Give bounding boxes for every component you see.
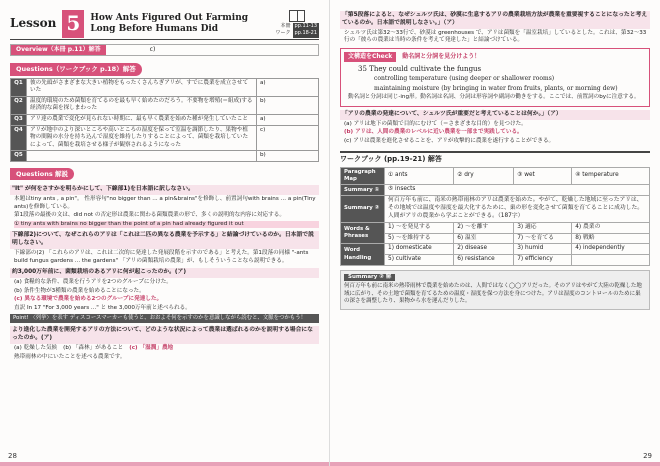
sentence-text: They could cultivate the fungus xyxy=(369,64,482,73)
overview-label: Overview（本冊 p.11）解答 xyxy=(11,45,106,55)
question-number: Q5 xyxy=(11,151,27,162)
summary-label: Summary ② 解 xyxy=(344,274,395,281)
answer-cell: 4) 農業の xyxy=(572,222,650,233)
q1-sentence: ① tiny ants with brains no bigger than the point of a pin had already figured it out xyxy=(14,221,319,229)
answer-cell: 3) 適応 xyxy=(514,222,572,233)
answer-cell: ③ wet xyxy=(514,167,572,185)
section-summary-2: Summary ② xyxy=(341,196,385,222)
section-paragraph-map: Paragraph Map xyxy=(341,167,385,185)
bottom-bar xyxy=(0,462,329,466)
summary-explanation xyxy=(340,270,650,310)
section-word-handling: Word Handling xyxy=(341,244,385,266)
q3-body: 直訳 In 17 "For 3,000 years ..." と the 3,000万年前と述べられる。 xyxy=(14,304,191,311)
q4-choice-a: (a) 乾燥した気候 xyxy=(14,345,58,352)
workbook-answer-label: ワークブック (pp.19-21) 解答 xyxy=(340,151,650,164)
answer-cell: ⑤ insects xyxy=(385,185,650,196)
diagram-line-1: controlling temperature (using deeper or shallower rooms) xyxy=(374,75,555,83)
answer-cell xyxy=(572,255,650,266)
table-row xyxy=(341,196,650,222)
grammar-check-box xyxy=(340,48,650,107)
table-row xyxy=(11,114,319,125)
table-row xyxy=(341,244,650,255)
grammar-tag: 文構造をCheck xyxy=(344,52,396,62)
answer-cell: ② dry xyxy=(454,167,514,185)
questions-answer-label: Questions（ワークブック p.18）解答 xyxy=(10,63,142,76)
q5-body: シュルツ氏は第32〜33行で、砂漠は greenhouses で、アリは菌類を「温室栽培」しているとした。これは、第32〜33行の「彼らの農業は当時の条件を考えて発達した」と結論づけている。 xyxy=(344,29,647,44)
q3-choice-a: (a) 食糧的な条件、農業を行うアリを2つのグループに分けた。 xyxy=(14,278,172,285)
table-row xyxy=(341,233,650,244)
q4-choices xyxy=(14,345,319,353)
table-row xyxy=(341,167,650,185)
question-answer: b) xyxy=(257,151,319,162)
sentence-diagram xyxy=(374,74,646,93)
overview-answer xyxy=(10,44,319,56)
section-words-phrases: Words & Phrases xyxy=(341,222,385,244)
table-row xyxy=(341,222,650,233)
summary-text: 何百万年も前に南米の熱帯雨林で農業を始めたのは、人間ではなく◯◯アリだった。そのアリはやがて大陸の乾燥した地域に広がり、その土地で菌類を育てるための温度・湿度を保つ方法を身につけた。アリは湿度のコントロールのために巣の深さを調整したり、果物から水を運んだりした。 xyxy=(344,283,642,305)
question-text: 彼の先頭がさまざまな大きい植物をもったくさんちぎアリが、すでに農業を成立させていた xyxy=(27,78,257,96)
answer-cell: 何百万年も前に、南米の熱帯雨林のアリは農業を始めた。やがて、乾燥した地域に至ったアリは、その地域では温度や湿度を最大化するために、巣の形を変化させて菌類を育てることに成功した。人間がアリの農業から学ぶことができる。（187字） xyxy=(385,196,650,222)
title-line-2: Long Before Humans Did xyxy=(90,23,219,34)
sentence-number: 35 xyxy=(358,64,367,73)
q2-heading: 下線部2)について、なぜこれらのアリは「これは二匹の異なる農業を予示する」と結論づけているのか。日本語で説明しなさい。 xyxy=(10,231,319,249)
answer-cell: 1) domesticate xyxy=(385,244,454,255)
table-row xyxy=(341,255,650,266)
answer-cell: 2) 〜を離す xyxy=(454,222,514,233)
page-number-right: 29 xyxy=(643,451,652,460)
question-number: Q2 xyxy=(11,96,27,114)
page-reference xyxy=(276,10,319,38)
section-summary-1: Summary ① xyxy=(341,185,385,196)
book-icon xyxy=(289,10,305,22)
ref-pages-workbook: pp.18-21 xyxy=(294,30,317,36)
lesson-number: 5 xyxy=(62,10,84,38)
answer-cell: 2) disease xyxy=(454,244,514,255)
answer-cell: 4) independently xyxy=(572,244,650,255)
q6-choice-b: (b) アリは、人間の農業のレベルに近い農業を一部まで実践している。 xyxy=(344,129,523,136)
answer-cell: 8) 戦略 xyxy=(572,233,650,244)
answer-cell: 1) 〜を発見する xyxy=(385,222,454,233)
answer-cell: 6) resistance xyxy=(454,255,514,266)
lesson-title xyxy=(90,13,269,35)
question-text xyxy=(27,151,257,162)
question-text: アリが地中のより深いところや高いところの湿度を保って室温を調節したり、果物や植物の間隔の水分を持ち込んで湿度を維持したりすることによって、菌類を栽培していたによって、菌類を栽培させる様子が観察されるようになった xyxy=(27,125,257,151)
q3-choice-b: (b) 条件生物が3種類の農業を始めることになった。 xyxy=(14,287,145,294)
q5-heading: 「第5段落によると、なぜシュルツ氏は、砂漠に生息するアリの農業栽培方法が農業を重要視することになったと考えているのか。日本語で説明しなさい。」（ア） xyxy=(340,11,650,29)
questions-answer-table xyxy=(10,78,319,162)
question-text: 温度的環境のため菌類を育てるのを最も早く始めたのだろう。不要物を増殖(＝組成)する経済的な菌を探しまわった xyxy=(27,96,257,114)
answer-cell: 7) 〜を育てる xyxy=(514,233,572,244)
answer-cell: 7) efficiency xyxy=(514,255,572,266)
q2-body: 下線部の(2) 「これらのアリは、これは二次的に発達した発展段階を示すのである」と考えた。第1段落の同様 "-ants build fungus gardens ... the gardens" 「アリの菌類栽培の農業」が、もしそういうことなら説明できる。 xyxy=(14,250,309,264)
q4-choice-b: (b) 「森林」があること xyxy=(63,345,124,352)
ref-label-workbook: ワーク xyxy=(275,30,291,36)
example-sentence xyxy=(358,65,646,74)
q3-choice-c: (c) 異なる環境で農業を始める2つのグループに発達した。 xyxy=(14,296,163,303)
diagram-line-2: maintaining moisture (by bringing in water from fruits, plants, or morning dew) xyxy=(374,84,618,92)
q1-body-1: 本題はtiny ants , a pin"。 性形容句"no bigger than ... a pin&brains"を修飾し、前置詞句with brains … a pin(Tiny ants)を修飾している。 xyxy=(14,196,316,210)
table-row xyxy=(11,151,319,162)
answer-cell: 3) humid xyxy=(514,244,572,255)
title-line-1: How Ants Figured Out Farming xyxy=(90,12,249,23)
answer-cell: 5) 〜を維持する xyxy=(385,233,454,244)
overview-value: c) xyxy=(149,45,156,53)
workbook-answer-table xyxy=(340,167,650,266)
table-row xyxy=(341,185,650,196)
answer-cell: 6) 温室 xyxy=(454,233,514,244)
answer-cell: ④ temperature xyxy=(572,167,650,185)
q4-body: 熱帯雨林の中にいたことを述べる農業です。 xyxy=(14,353,126,360)
grammar-title: 動名詞と分詞を見分けよう！ xyxy=(402,52,481,60)
q4-heading: より進化した農業を開発するアリの方法について、どのような状況によって農業は選ばれるのかを説明する場合になったのか。(ア) xyxy=(10,326,319,344)
q6-choice-a: (a) アリは地下の菌類で目的にむけて（＝さまざまな目的）を見つけた。 xyxy=(344,120,527,127)
lesson-word: Lesson xyxy=(10,16,57,31)
table-row xyxy=(11,78,319,96)
point-box: Point! 〈列挙〉を表す ディスコースマーカーも使うと、おおよそ何を示すのかを意識しながら読むと、文脈をつかもう！ xyxy=(10,314,319,323)
question-answer: b) xyxy=(257,96,319,114)
question-answer: c) xyxy=(257,125,319,151)
q4-choice-c: (c) 「湿潤」農地 xyxy=(129,345,174,352)
table-row xyxy=(11,96,319,114)
answer-cell: 5) cultivate xyxy=(385,255,454,266)
grammar-note: 動名詞と分詞は同じ-ing形。動名詞は名詞、分詞は形容詞や副詞の働きをする。ここでは、前置詞のbyに注意する。 xyxy=(348,94,640,101)
right-page xyxy=(330,0,660,466)
q3-heading: 約3,000万年前に、菌類栽培のあるアリに何が起こったのか。(ア) xyxy=(10,268,319,278)
lesson-header xyxy=(10,8,319,40)
bottom-bar xyxy=(330,462,660,466)
q6-choice-c: (c) アリは農業を進化させることを、アリが攻撃的に農業を遂行することができる。 xyxy=(344,137,555,144)
q6-heading: 「アリの農業の発達について、シュルツ氏が重要だと考えていることは何か。」（ア） xyxy=(340,110,650,120)
table-row xyxy=(11,125,319,151)
page-number-left: 28 xyxy=(8,451,17,460)
ref-label-textbook: 本冊 xyxy=(280,22,291,29)
question-answer: a) xyxy=(257,78,319,96)
question-number: Q4 xyxy=(11,125,27,151)
question-text: アリ達の農業で変化が見られない時期に、最も早く農業を始めた種が発生していたこと xyxy=(27,114,257,125)
question-number: Q1 xyxy=(11,78,27,96)
commentary-label: Questions 解説 xyxy=(10,168,74,181)
answer-cell: ① ants xyxy=(385,167,454,185)
question-answer: a) xyxy=(257,114,319,125)
question-number: Q3 xyxy=(11,114,27,125)
q1-body-2: 第1段落の最後の文は、did not の否定形は農業に関わる菌類農業の形で、多くの説明的な内容に対応する。 xyxy=(14,212,285,219)
ref-pages-textbook: pp.11-13 xyxy=(294,22,317,29)
q1-heading: "It" が何をさすかを明らかにして、下線部1)を日本語に訳しなさい。 xyxy=(10,185,319,195)
